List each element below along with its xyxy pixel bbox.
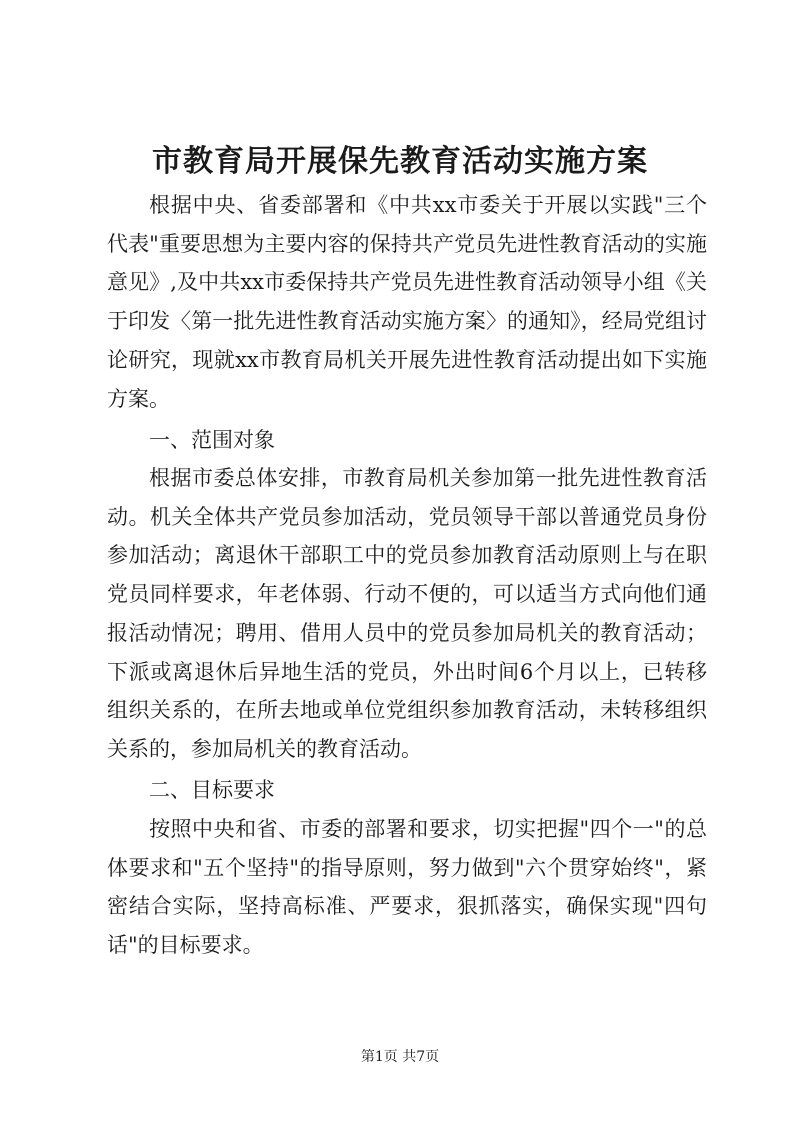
document-title: 市教育局开展保先教育活动实施方案 xyxy=(152,144,648,179)
goals-paragraph: 按照中央和省、市委的部署和要求，切实把握"四个一"的总体要求和"五个坚持"的指导原则，努力做到"六个贯穿始终"，紧密结合实际，坚持高标准、严要求，狠抓落实，确保实现"四句话"的目标要求。 xyxy=(107,817,707,958)
intro-paragraph: 根据中央、省委部署和《中共xx市委关于开展以实践"三个代表"重要思想为主要内容的保持共产党员先进性教育活动的实施意见》,及中共xx市委保持共产党员先进性教育活动领导小组《关于印发〈第一批先进性教育活动实施方案〉的通知》，经局党组讨论研究，现就xx市教育局机关开展先进性教育活动提出如下实施方案。 xyxy=(107,193,707,411)
document-body xyxy=(107,186,707,965)
scope-paragraph: 根据市委总体安排，市教育局机关参加第一批先进性教育活动。机关全体共产党员参加活动，党员领导干部以普通党员身份参加活动；离退休干部职工中的党员参加教育活动原则上与在职党员同样要求，年老体弱、行动不便的，可以适当方式向他们通报活动情况；聘用、借用人员中的党员参加局机关的教育活动；下派或离退休后异地生活的党员，外出时间6个月以上，已转移组织关系的，在所去地或单位党组织参加教育活动，未转移组织关系的，参加局机关的教育活动。 xyxy=(107,466,707,761)
page-number-footer: 第1页 共7页 xyxy=(360,1049,440,1065)
section-heading-scope: 一、范围对象 xyxy=(149,428,275,452)
section-heading-goals: 二、目标要求 xyxy=(149,778,275,802)
